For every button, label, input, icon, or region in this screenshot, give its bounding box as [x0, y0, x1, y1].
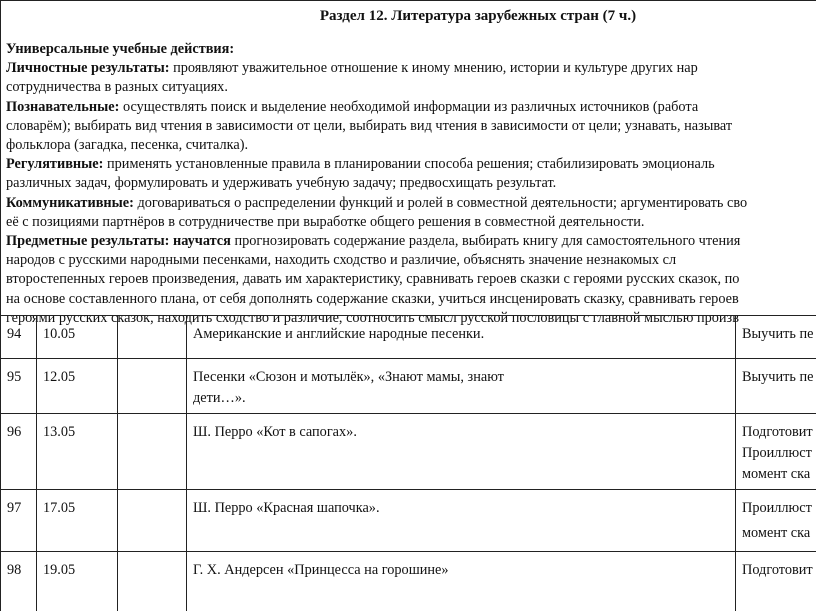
communicative-line-1: Коммуникативные: договариваться о распределении функций и ролей в совместной деятельности; аргументировать сво — [6, 194, 748, 211]
table-row — [1, 414, 816, 490]
lesson-topic: Песенки «Сюзон и мотылёк», «Знают мамы, знают дети…». — [187, 359, 736, 414]
lesson-number: 94 — [1, 316, 37, 359]
regulatory-line-2: различных задач, формулировать и удерживать учебную задачу; предвосхищать результат. — [6, 175, 557, 192]
table-row — [1, 359, 816, 414]
personal-results-line-2: сотрудничества в разных ситуациях. — [6, 79, 228, 96]
table-row — [1, 316, 816, 359]
lesson-number: 96 — [1, 414, 37, 490]
lesson-date: 19.05 — [37, 552, 118, 611]
lesson-number: 95 — [1, 359, 37, 414]
section-title: Раздел 12. Литература зарубежных стран (7 ч.) — [319, 8, 637, 24]
regulatory-line-1: Регулятивные: применять установленные правила в планировании способа решения; стабилизировать эмоциональ — [6, 156, 715, 173]
empty-cell — [118, 359, 187, 414]
empty-cell — [118, 414, 187, 490]
lesson-number: 97 — [1, 490, 37, 552]
lesson-homework: Проиллюст момент ска — [736, 490, 816, 552]
cognitive-line-3: фольклора (загадка, песенка, считалка). — [6, 137, 249, 154]
lesson-homework: Подготовит Проиллюст момент ска — [736, 414, 816, 490]
lesson-homework: Выучить пе — [736, 316, 816, 359]
uud-heading: Универсальные учебные действия: — [6, 41, 235, 57]
lesson-topic: Ш. Перро «Красная шапочка». — [187, 490, 736, 552]
subject-line-2: народов с русскими народными песенками, находить сходство и различие, объяснять значение незнакомых сл — [6, 252, 677, 269]
lesson-date: 12.05 — [37, 359, 118, 414]
uud-text-block — [6, 40, 816, 328]
lesson-topic: Американские и английские народные песенки. — [187, 316, 736, 359]
lesson-date: 10.05 — [37, 316, 118, 359]
subject-line-3: второстепенных героев произведения, давать им характеристику, сравнивать героев сказки с героями русских сказок, по — [6, 271, 740, 288]
lesson-homework: Подготовит — [736, 552, 816, 611]
subject-line-5: героями русских сказок, находить сходство и различие, соотносить смысл русской пословицы с главной мыслью произв — [6, 309, 739, 326]
subject-line-1: Предметные результаты: научатся прогнозировать содержание раздела, выбирать книгу для самостоятельного чтения — [6, 233, 741, 250]
cognitive-line-1: Познавательные: осуществлять поиск и выделение необходимой информации из различных источников (работа — [6, 98, 699, 115]
empty-cell — [118, 490, 187, 552]
lessons-table — [0, 315, 816, 611]
table-row — [1, 552, 816, 611]
cognitive-line-2: словарём); выбирать вид чтения в зависимости от цели, выбирать вид чтения в зависимости от цели; узнавать, называт — [6, 117, 733, 134]
personal-results-line-1: Личностные результаты: проявляют уважительное отношение к иному мнению, истории и культуре других нар — [6, 60, 698, 77]
lesson-date: 17.05 — [37, 490, 118, 552]
empty-cell — [118, 316, 187, 359]
empty-cell — [118, 552, 187, 611]
lesson-date: 13.05 — [37, 414, 118, 490]
communicative-line-2: её с позициями партнёров в сотрудничестве при выработке общего решения в совместной деятельности. — [6, 213, 645, 230]
subject-line-4: на основе составленного плана, от себя дополнять содержание сказки, учиться инсценировать сказку, сравнивать героев — [6, 290, 739, 307]
lesson-number: 98 — [1, 552, 37, 611]
table-row — [1, 490, 816, 552]
lesson-topic: Г. Х. Андерсен «Принцесса на горошине» — [187, 552, 736, 611]
lesson-homework: Выучить пе — [736, 359, 816, 414]
lesson-topic: Ш. Перро «Кот в сапогах». — [187, 414, 736, 490]
